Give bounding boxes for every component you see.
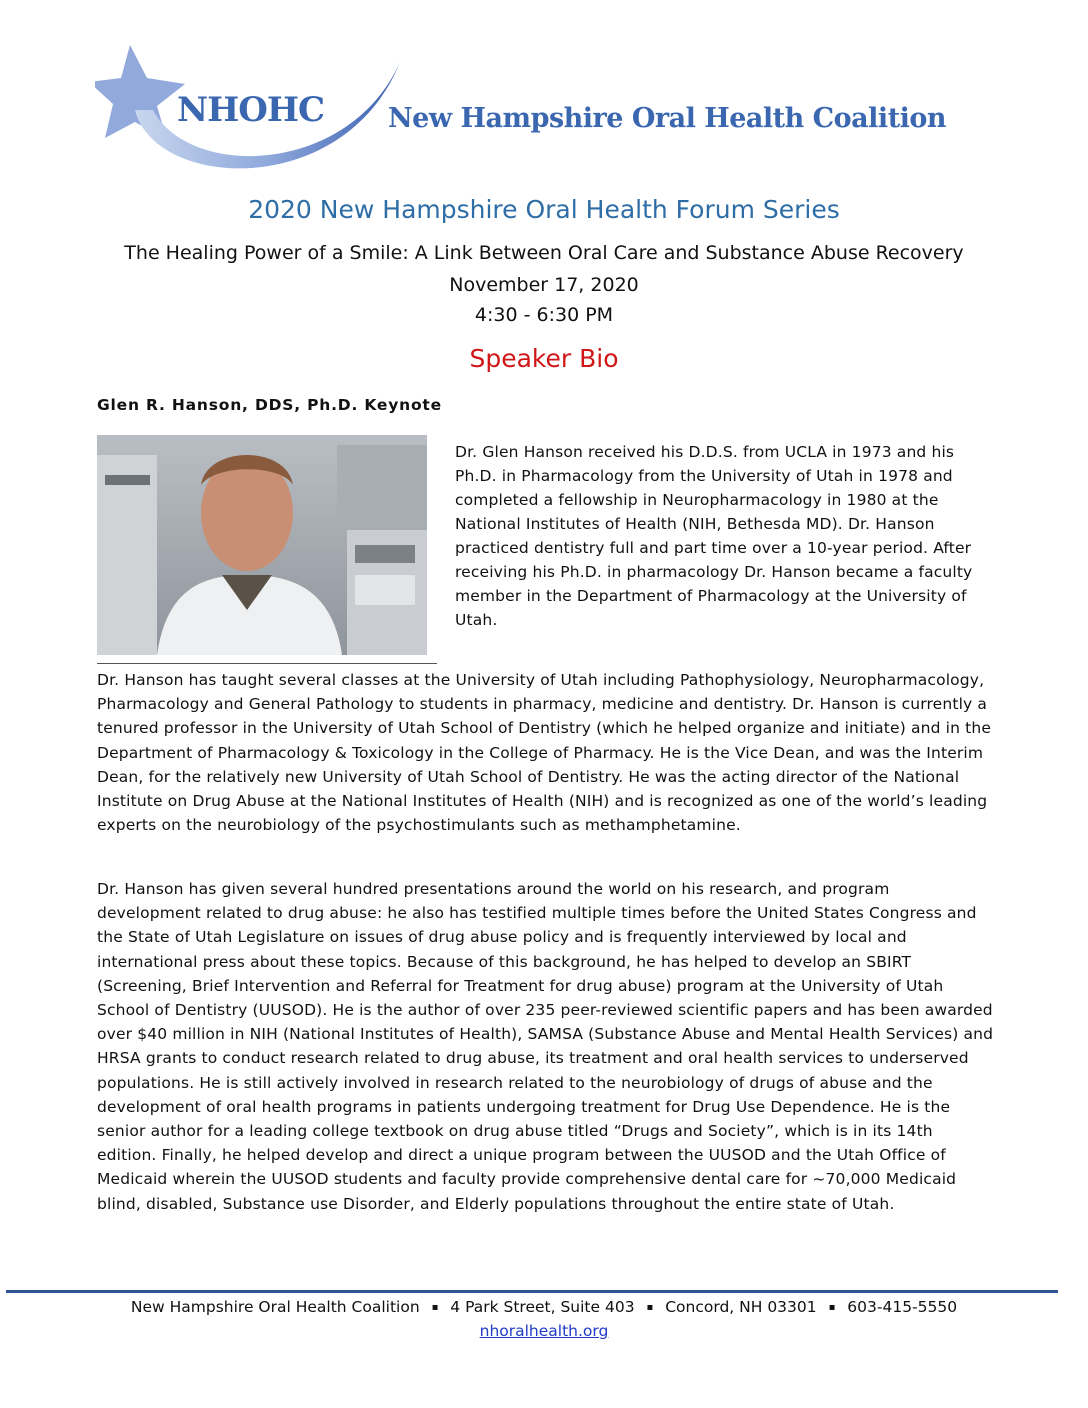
footer-divider (6, 1290, 1058, 1293)
section-title: Speaker Bio (469, 344, 619, 373)
footer-separator-icon: ▪ (828, 1302, 836, 1313)
speaker-intro-bio: Dr. Glen Hanson received his D.D.S. from UCLA in 1973 and his Ph.D. in Pharmacology from the University of Utah in 1978 and completed a fellowship in Neuropharmacology in 1980 at the National Institutes of Health (NIH, Bethesda MD). Dr. Hanson practiced dentistry full and part time over a 10-year period. After receiving his Ph.D. in pharmacology Dr. Hanson became a faculty member in the Department of Pharmacology at the University of Utah. (455, 443, 973, 629)
footer-address: 4 Park Street, Suite 403 (450, 1298, 635, 1316)
speaker-photo (97, 435, 427, 655)
footer-separator-icon: ▪ (431, 1302, 439, 1313)
website-link[interactable]: nhoralhealth.org (479, 1322, 609, 1340)
footer-phone: 603-415-5550 (847, 1298, 958, 1316)
event-time: 4:30 - 6:30 PM (474, 304, 614, 326)
footer-city: Concord, NH 03301 (665, 1298, 817, 1316)
event-date: November 17, 2020 (449, 274, 639, 296)
bio-paragraph-2: Dr. Hanson has given several hundred presentations around the world on his research, and program development related to drug abuse: he also has testified multiple times before the United States Congress and the State of Utah Legislature on issues of drug abuse policy and is frequently interviewed by local and international press about these topics. Because of this background, he has helped to develop an SBIRT (Screening, Brief Intervention and Referral for Treatment for drug abuse) program at the University of Utah School of Dentistry (UUSOD). He is the author of over 235 peer-reviewed scientific papers and has been awarded over $40 million in NIH (National Institutes of Health), SAMSA (Substance Abuse and Mental Health Services) and HRSA grants to conduct research related to drug abuse, its treatment and oral health services to underserved populations. He is still actively involved in research related to the neurobiology of drugs of abuse and the development of oral health programs in patients undergoing treatment for Drug Use Dependence. He is the senior author for a leading college textbook on drug abuse titled “Drugs and Society”, which is in its 14th edition. Finally, he helped develop and direct a unique program between the UUSOD and the Utah Office of Medicaid wherein the UUSOD students and faculty provide comprehensive dental care for ~70,000 Medicaid blind, disabled, Substance use Disorder, and Elderly populations throughout the entire state of Utah. (97, 880, 994, 1213)
photo-divider (97, 663, 437, 664)
logo-abbreviation: NHOHC (177, 90, 325, 130)
organization-name: New Hampshire Oral Health Coalition (388, 103, 947, 134)
footer-separator-icon: ▪ (646, 1302, 654, 1313)
footer-contact (0, 1298, 1088, 1316)
series-title: 2020 New Hampshire Oral Health Forum Series (248, 195, 840, 224)
footer-website (0, 1322, 1088, 1340)
nhohc-logo (95, 40, 947, 190)
bio-paragraph-1: Dr. Hanson has taught several classes at the University of Utah including Pathophysiology, Neuropharmacology, Pharmacology and General Pathology to students in pharmacy, medicine and dentistry. Dr. Hanson is currently a tenured professor in the University of Utah School of Dentistry (which he helped organize and initiate) and in the Department of Pharmacology & Toxicology in the College of Pharmacy. He is the Vice Dean, and was the Interim Dean, for the relatively new University of Utah School of Dentistry. He was the acting director of the National Institute on Drug Abuse at the National Institutes of Health (NIH) and is recognized as one of the world’s leading experts on the neurobiology of the psychostimulants such as methamphetamine. (97, 671, 992, 835)
footer-organization: New Hampshire Oral Health Coalition (130, 1298, 420, 1316)
speaker-name: Glen R. Hanson, DDS, Ph.D. Keynote (97, 396, 442, 414)
event-title: The Healing Power of a Smile: A Link Between Oral Care and Substance Abuse Recovery (124, 242, 964, 264)
